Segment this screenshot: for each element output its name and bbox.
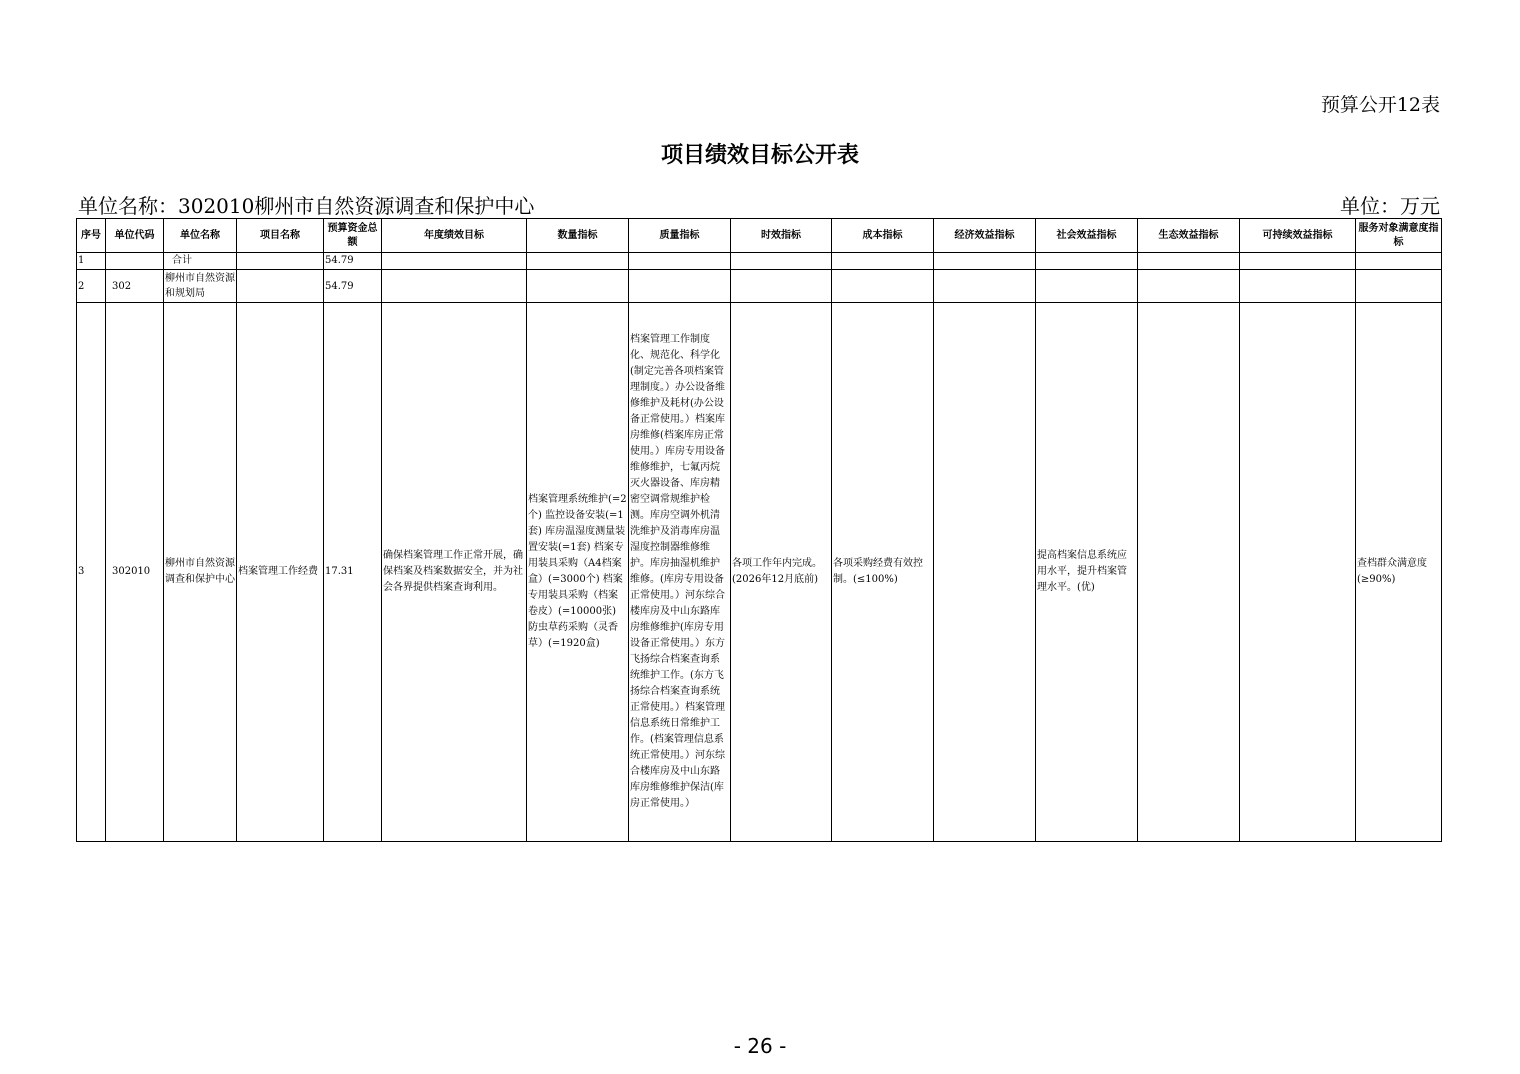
- cell-unit-name: 合计: [164, 253, 237, 270]
- header-project-name: 项目名称: [237, 219, 324, 253]
- page-number: - 26 -: [733, 1034, 787, 1058]
- cell-unit-code: [106, 253, 164, 270]
- cell-quality: 档案管理工作制度化、规范化、科学化(制定完善各项档案管理制度。）办公设备维修维护及耗材(办公设备正常使用。）档案库房维修(档案库房正常使用。）库房专用设备维修维护，七氟丙烷灭火器设备、库房精密空调常规维护检测。库房空调外机清洗维护及消毒库房温湿度控制器维修维护。库房抽湿机维护维修。(库房专用设备正常使用。）河东综合楼库房及中山东路库房维修维护(库房专用设备正常使用。）东方飞扬综合档案查询系统维护工作。(东方飞扬综合档案查询系统正常使用。）档案管理信息系统日常维护工作。(档案管理信息系统正常使用。）河东综合楼库房及中山东路库房维修维护保洁(库房正常使用。）: [629, 303, 731, 842]
- unit-info-line: [78, 190, 1440, 219]
- cell-social: [1036, 270, 1138, 303]
- header-timeliness-indicator: 时效指标: [731, 219, 832, 253]
- table-row: [77, 303, 1442, 842]
- header-cost-indicator: 成本指标: [832, 219, 934, 253]
- table-header-row: [77, 219, 1442, 253]
- header-seq: 序号: [77, 219, 106, 253]
- form-number: 预算公开12表: [1320, 94, 1440, 116]
- unit-measure-label: 单位：万元: [1340, 194, 1440, 218]
- cell-seq: 2: [77, 270, 106, 303]
- cell-economic: [934, 303, 1036, 842]
- header-sustainable-indicator: 可持续效益指标: [1240, 219, 1356, 253]
- cell-timeliness: [731, 270, 832, 303]
- cell-sustainable: [1240, 253, 1356, 270]
- page-title: 项目绩效目标公开表: [660, 143, 859, 168]
- table-row: [77, 270, 1442, 303]
- unit-name-label: 单位名称：302010柳州市自然资源调查和保护中心: [78, 194, 535, 218]
- cell-project-name: [237, 270, 324, 303]
- cell-unit-code: 302: [106, 270, 164, 303]
- header-ecological-indicator: 生态效益指标: [1138, 219, 1240, 253]
- header-annual-goal: 年度绩效目标: [382, 219, 527, 253]
- cell-quality: [629, 270, 731, 303]
- cell-seq: 3: [77, 303, 106, 842]
- cell-satisfaction: [1356, 270, 1442, 303]
- cell-cost: [832, 253, 934, 270]
- cell-quantity: [527, 253, 629, 270]
- cell-sustainable: [1240, 270, 1356, 303]
- cell-ecological: [1138, 270, 1240, 303]
- header-budget-total: 预算资金总额: [324, 219, 382, 253]
- cell-quality: [629, 253, 731, 270]
- cell-ecological: [1138, 303, 1240, 842]
- cell-satisfaction: [1356, 253, 1442, 270]
- header-quality-indicator: 质量指标: [629, 219, 731, 253]
- cell-budget: 54.79: [324, 253, 382, 270]
- cell-social: 提高档案信息系统应用水平，提升档案管理水平。(优): [1036, 303, 1138, 842]
- cell-satisfaction: 查档群众满意度(≥90%): [1356, 303, 1442, 842]
- header-quantity-indicator: 数量指标: [527, 219, 629, 253]
- cell-ecological: [1138, 253, 1240, 270]
- cell-economic: [934, 253, 1036, 270]
- cell-annual-goal: [382, 270, 527, 303]
- cell-quantity: 档案管理系统维护(=2个) 监控设备安装(=1套) 库房温湿度测量装置安装(=1套) 档案专用装具采购（A4档案盒）(=3000个) 档案专用装具采购（档案卷皮）(=10000张) 防虫草药采购（灵香草）(=1920盒): [527, 303, 629, 842]
- cell-annual-goal: 确保档案管理工作正常开展，确保档案及档案数据安全，并为社会各界提供档案查询利用。: [382, 303, 527, 842]
- cell-annual-goal: [382, 253, 527, 270]
- cell-economic: [934, 270, 1036, 303]
- cell-unit-name: 柳州市自然资源和规划局: [164, 270, 237, 303]
- header-unit-code: 单位代码: [106, 219, 164, 253]
- cell-budget: 17.31: [324, 303, 382, 842]
- cell-timeliness: 各项工作年内完成。(2026年12月底前): [731, 303, 832, 842]
- cell-seq: 1: [77, 253, 106, 270]
- performance-target-table: [76, 218, 1442, 842]
- cell-timeliness: [731, 253, 832, 270]
- cell-sustainable: [1240, 303, 1356, 842]
- cell-cost: [832, 270, 934, 303]
- cell-unit-name: 柳州市自然资源调查和保护中心: [164, 303, 237, 842]
- cell-social: [1036, 253, 1138, 270]
- cell-quantity: [527, 270, 629, 303]
- cell-budget: 54.79: [324, 270, 382, 303]
- header-social-indicator: 社会效益指标: [1036, 219, 1138, 253]
- cell-cost: 各项采购经费有效控制。(≤100%): [832, 303, 934, 842]
- cell-unit-code: 302010: [106, 303, 164, 842]
- cell-project-name: [237, 253, 324, 270]
- header-satisfaction-indicator: 服务对象满意度指标: [1356, 219, 1442, 253]
- table-row: [77, 253, 1442, 270]
- header-economic-indicator: 经济效益指标: [934, 219, 1036, 253]
- cell-project-name: 档案管理工作经费: [237, 303, 324, 842]
- header-unit-name: 单位名称: [164, 219, 237, 253]
